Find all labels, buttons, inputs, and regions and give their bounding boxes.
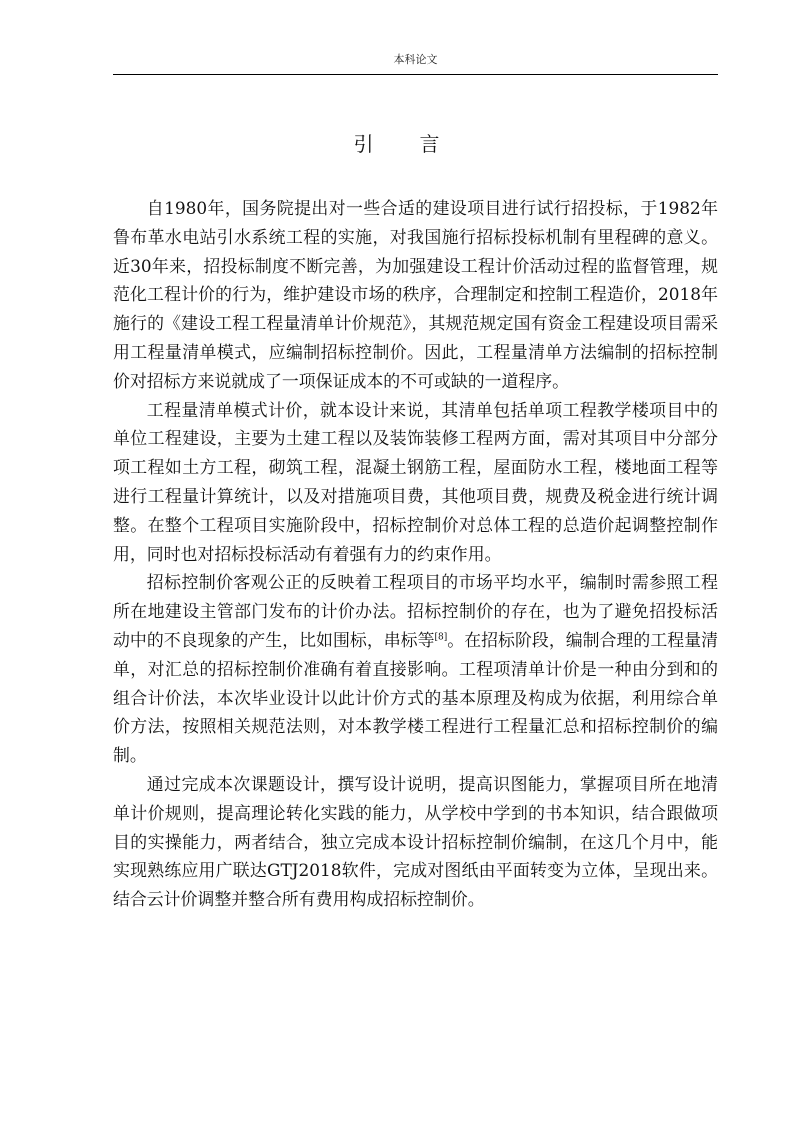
paragraph-3-text-after: 。在招标阶段，编制合理的工程量清单，对汇总的招标控制价准确有着直接影响。工程项清单计价是一种由分到和的组合计价法，本次毕业设计以此计价方式的基本原理及构成为依据，利用综合单价方法，按照相关规范法则，对本教学楼工程进行工程量汇总和招标控制价的编制。	[113, 629, 719, 766]
paragraph-3-text-before: 招标控制价客观公正的反映着工程项目的市场平均水平，编制时需参照工程所在地建设主管部门发布的计价办法。招标控制价的存在，也为了避免招投标活动中的不良现象的产生，比如围标，串标等	[113, 572, 718, 650]
body-text	[113, 194, 718, 914]
paragraph-1: 自1980年，国务院提出对一些合适的建设项目进行试行招投标，于1982年鲁布革水电站引水系统工程的实施，对我国施行招标投标机制有里程碑的意义。近30年来，招投标制度不断完善，为加强建设工程计价活动过程的监督管理，规范化工程计价的行为，维护建设市场的秩序，合理制定和控制工程造价，2018年施行的《建设工程工程量清单计价规范》，其规范规定国有资金工程建设项目需采用工程量清单模式，应编制招标控制价。因此，工程量清单方法编制的招标控制价对招标方来说就成了一项保证成本的不可或缺的一道程序。	[113, 198, 718, 391]
paragraph-4: 通过完成本次课题设计，撰写设计说明，提高识图能力，掌握项目所在地清单计价规则，提高理论转化实践的能力，从学校中学到的书本知识，结合跟做项目的实操能力，两者结合，独立完成本设计招标控制价编制，在这几个月中，能实现熟练应用广联达GTJ2018软件，完成对图纸由平面转变为立体，呈现出来。结合云计价调整并整合所有费用构成招标控制价。	[113, 773, 718, 910]
paragraph-3	[113, 568, 718, 770]
paragraph-2: 工程量清单模式计价，就本设计来说，其清单包括单项工程教学楼项目中的单位工程建设，主要为土建工程以及装饰装修工程两方面，需对其项目中分部分项工程如土方工程，砌筑工程，混凝土钢筋工程，屋面防水工程，楼地面工程等进行工程量计算统计，以及对措施项目费，其他项目费，规费及税金进行统计调整。在整个工程项目实施阶段中，招标控制价对总体工程的总造价起调整控制作用，同时也对招标投标活动有着强有力的约束作用。	[113, 399, 718, 564]
running-header	[113, 52, 718, 75]
section-title: 引言	[353, 132, 486, 156]
running-header-title: 本科论文	[393, 53, 438, 66]
citation-ref[interactable]: [8]	[434, 632, 448, 643]
